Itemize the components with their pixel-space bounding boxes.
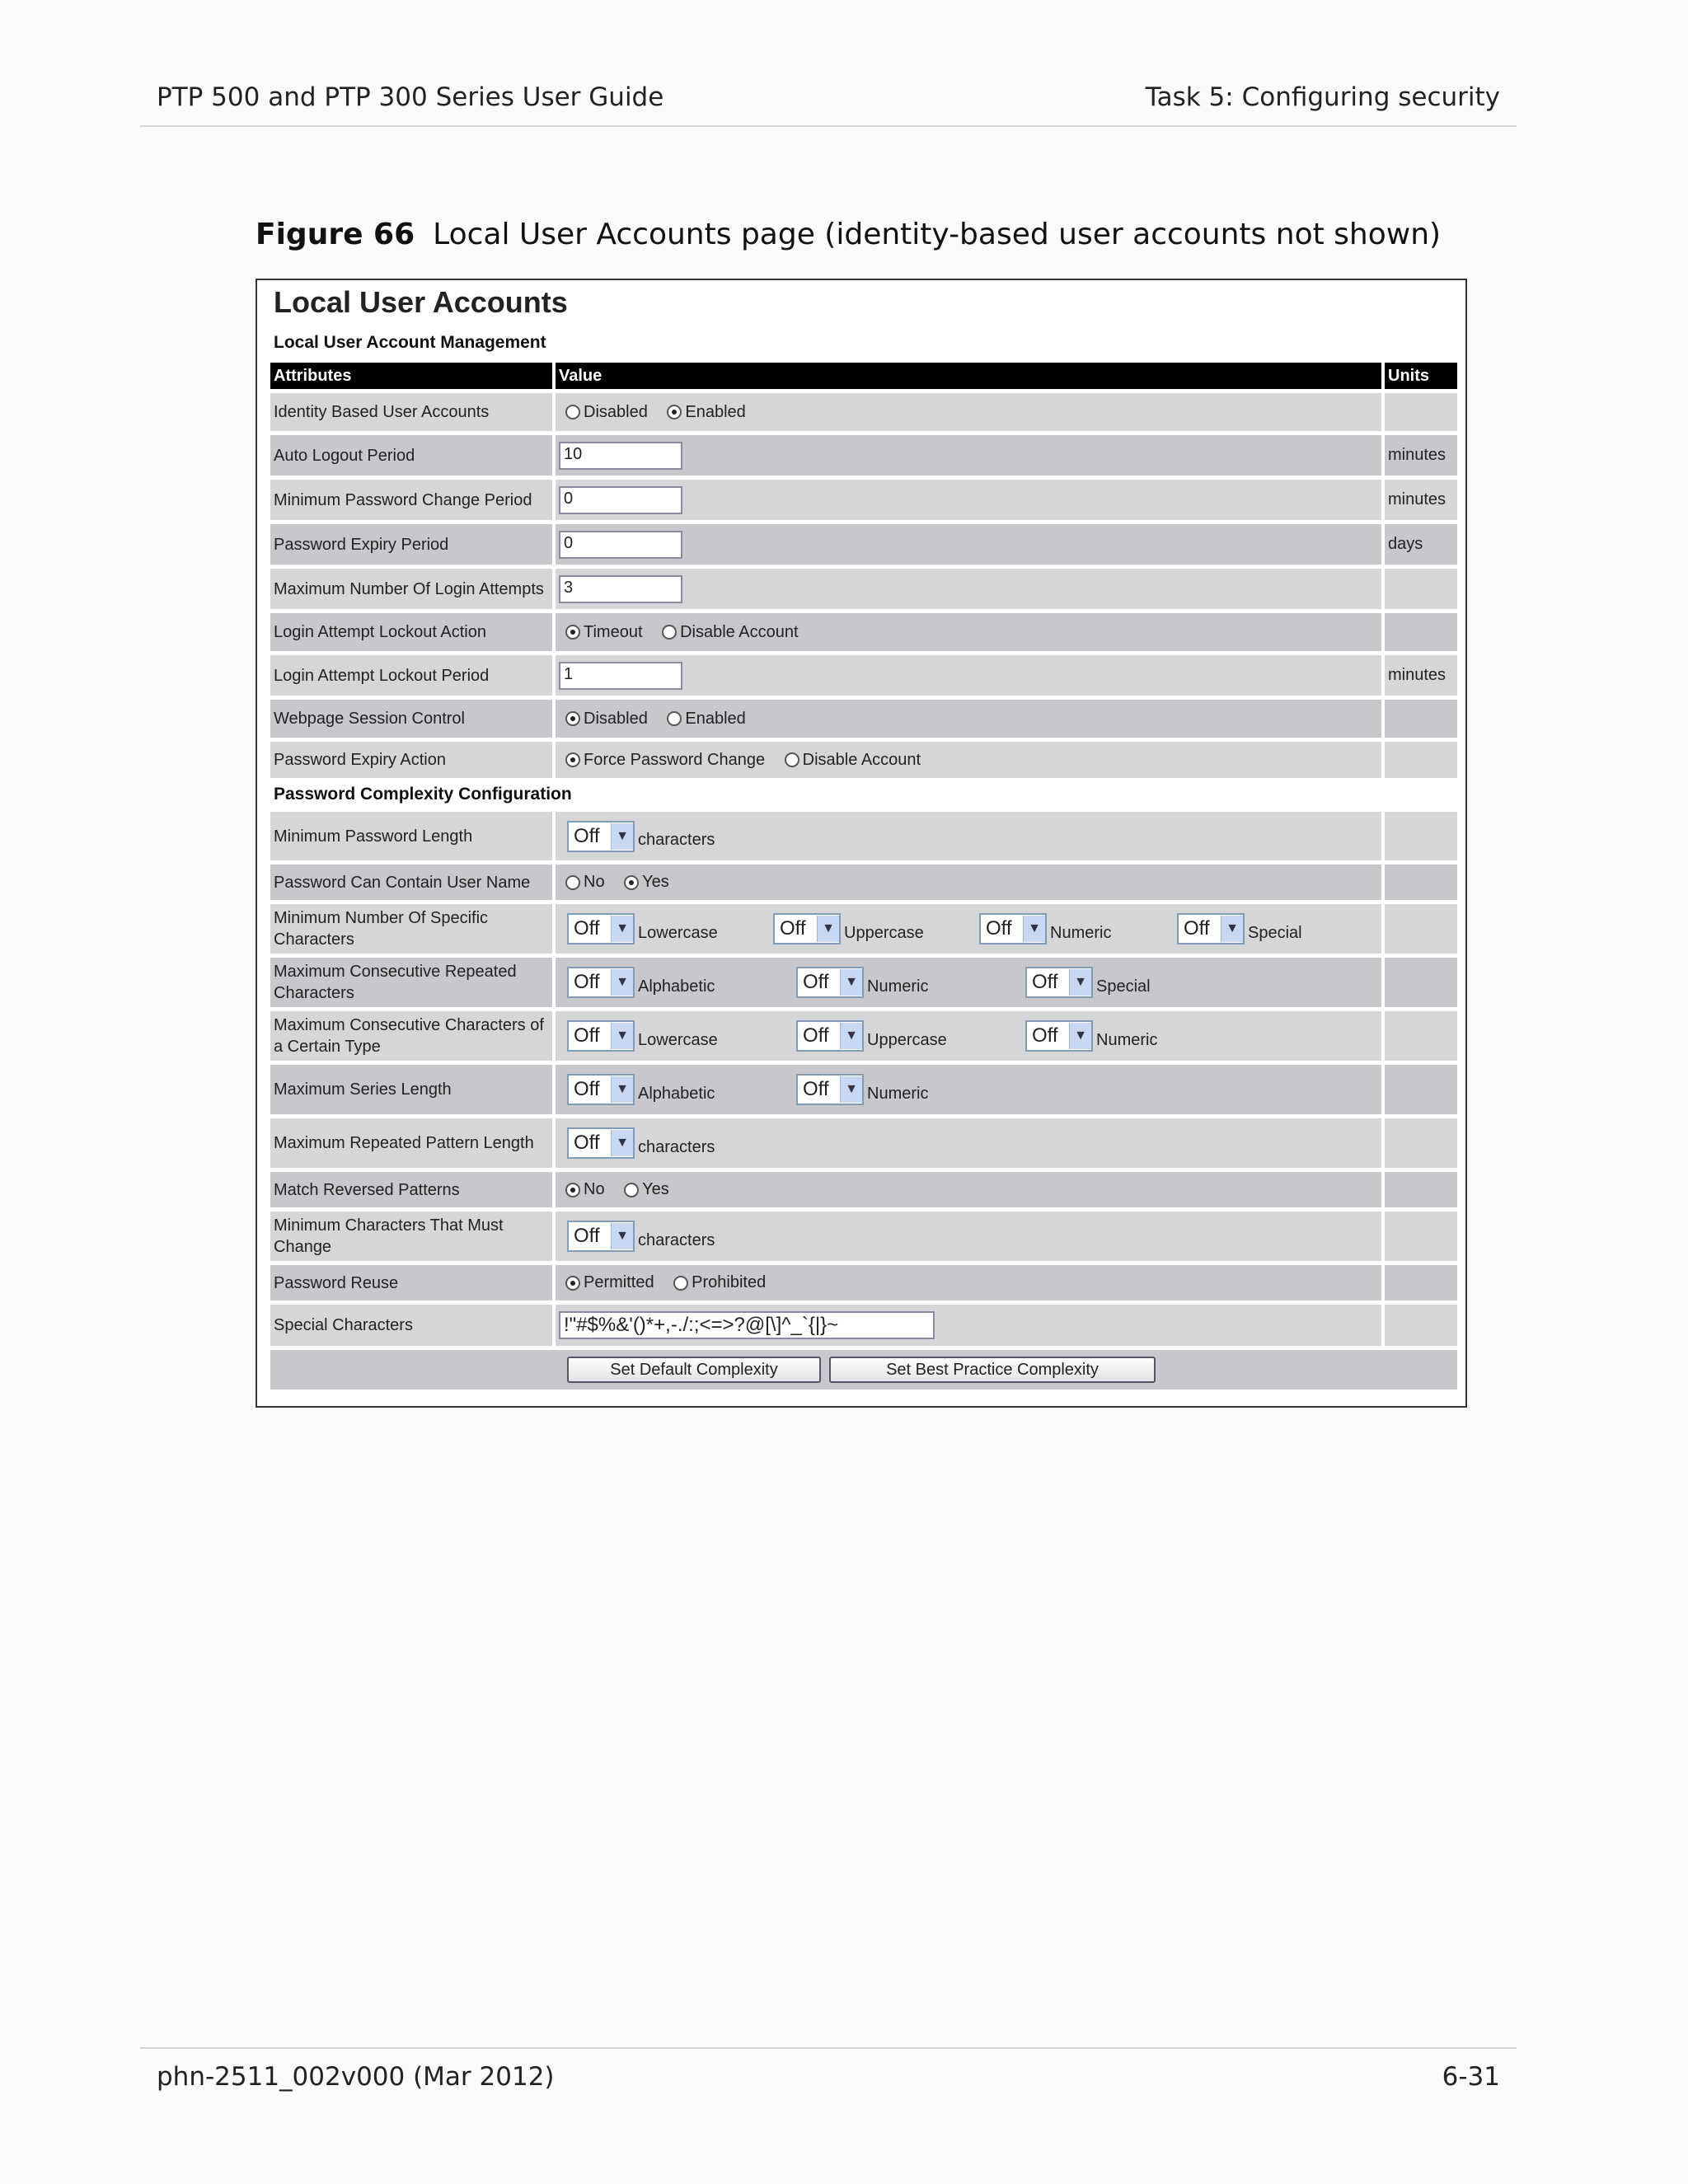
table-row: [270, 1305, 1457, 1346]
row-label: Identity Based User Accounts: [270, 393, 552, 431]
radio-disable-account[interactable]: [785, 752, 799, 767]
auto-logout-input[interactable]: 10: [559, 442, 682, 470]
table-row: [270, 655, 1457, 696]
row-label: Maximum Series Length: [270, 1065, 552, 1114]
radio-yes[interactable]: [624, 1183, 639, 1197]
document-title: PTP 500 and PTP 300 Series User Guide: [157, 82, 664, 112]
row-label: Minimum Password Length: [270, 812, 552, 860]
radio-label: Yes: [642, 873, 669, 892]
radio-permitted[interactable]: [565, 1276, 580, 1291]
row-label: Minimum Characters That Must Change: [270, 1212, 552, 1261]
select-suffix: Alphabetic: [638, 977, 715, 996]
row-label: Webpage Session Control: [270, 700, 552, 738]
chevron-down-icon: ▼: [1069, 1023, 1091, 1049]
table-row: [270, 1212, 1457, 1261]
chevron-down-icon: ▼: [840, 1076, 862, 1103]
select-suffix: Numeric: [1096, 1030, 1158, 1049]
unit-cell: [1381, 393, 1457, 431]
row-label: Password Expiry Period: [270, 524, 552, 565]
radio-prohibited[interactable]: [673, 1276, 688, 1291]
complexity-table: [270, 808, 1457, 1394]
unit-cell: [1381, 569, 1457, 609]
unit-label: minutes: [1381, 435, 1457, 476]
table-row: [270, 569, 1457, 609]
select-suffix: Alphabetic: [638, 1084, 715, 1103]
repeated-alphabetic-select[interactable]: Off ▼: [567, 967, 635, 998]
row-label: Maximum Number Of Login Attempts: [270, 569, 552, 609]
radio-disabled[interactable]: [565, 711, 580, 726]
table-row: [270, 435, 1457, 476]
table-row: [270, 1065, 1457, 1114]
chevron-down-icon: ▼: [1069, 969, 1091, 996]
header-attributes: Attributes: [270, 363, 552, 389]
set-default-complexity-button[interactable]: Set Default Complexity: [567, 1357, 821, 1383]
select-suffix: characters: [638, 1137, 715, 1156]
radio-disable-account[interactable]: [662, 625, 677, 640]
complexity-section-title: Password Complexity Configuration: [274, 785, 572, 804]
select-suffix: Special: [1248, 923, 1302, 942]
series-alphabetic-select[interactable]: Off ▼: [567, 1074, 635, 1105]
row-label: Special Characters: [270, 1305, 552, 1346]
unit-cell: [1381, 958, 1457, 1007]
unit-label: minutes: [1381, 655, 1457, 696]
certain-uppercase-select[interactable]: Off ▼: [796, 1020, 864, 1052]
chevron-down-icon: ▼: [611, 1023, 633, 1049]
radio-no[interactable]: [565, 875, 580, 890]
row-label: Match Reversed Patterns: [270, 1172, 552, 1207]
row-label: Password Expiry Action: [270, 742, 552, 778]
expiry-action-radio-group: [552, 742, 1381, 778]
row-label: Auto Logout Period: [270, 435, 552, 476]
lockout-period-input[interactable]: 1: [559, 662, 682, 690]
lockout-action-radio-group: [552, 613, 1381, 651]
table-row: [270, 865, 1457, 900]
set-best-practice-complexity-button[interactable]: Set Best Practice Complexity: [829, 1357, 1156, 1383]
unit-cell: [1381, 812, 1457, 860]
row-label: Maximum Consecutive Characters of a Certain Type: [270, 1011, 552, 1061]
password-expiry-input[interactable]: 0: [559, 531, 682, 559]
select-suffix: Special: [1096, 977, 1151, 996]
select-suffix: characters: [638, 1230, 715, 1249]
radio-force-password-change[interactable]: [565, 752, 580, 767]
page-footer: [140, 2047, 1517, 2105]
account-settings-table: [270, 359, 1457, 782]
radio-label: Disable Account: [680, 622, 799, 641]
unit-label: days: [1381, 524, 1457, 565]
chevron-down-icon: ▼: [840, 1023, 862, 1049]
unit-cell: [1381, 613, 1457, 651]
select-suffix: Uppercase: [867, 1030, 947, 1049]
table-row: [270, 524, 1457, 565]
unit-cell: [1381, 1065, 1457, 1114]
table-row: [270, 1172, 1457, 1207]
pattern-length-select[interactable]: Off ▼: [567, 1127, 635, 1159]
min-password-change-input[interactable]: 0: [559, 486, 682, 514]
document-id: phn-2511_002v000 (Mar 2012): [157, 2062, 555, 2092]
radio-disabled[interactable]: [565, 405, 580, 419]
header-value: Value: [552, 363, 1381, 389]
radio-label: Permitted: [584, 1273, 654, 1292]
row-label: Password Can Contain User Name: [270, 865, 552, 900]
row-label: Password Reuse: [270, 1265, 552, 1301]
chevron-down-icon: ▼: [611, 916, 633, 942]
unit-cell: [1381, 700, 1457, 738]
table-row: [270, 1118, 1457, 1168]
select-suffix: Numeric: [867, 1084, 929, 1103]
table-row: [270, 700, 1457, 738]
chevron-down-icon: ▼: [1221, 916, 1243, 942]
chevron-down-icon: ▼: [611, 1130, 633, 1156]
contain-username-radio-group: [552, 865, 1381, 900]
chevron-down-icon: ▼: [611, 969, 633, 996]
radio-label: Prohibited: [692, 1273, 767, 1292]
figure-text: Local User Accounts page (identity-based user accounts not shown): [433, 218, 1442, 251]
select-suffix: Uppercase: [844, 923, 924, 942]
radio-enabled[interactable]: [667, 711, 682, 726]
radio-label: No: [584, 1180, 605, 1199]
screenshot-frame: [256, 279, 1467, 1408]
unit-cell: [1381, 865, 1457, 900]
table-row: [270, 742, 1457, 778]
certain-numeric-select[interactable]: Off ▼: [1025, 1020, 1093, 1052]
chevron-down-icon: ▼: [1023, 916, 1045, 942]
page-title: Local User Accounts: [274, 285, 568, 319]
min-uppercase-select[interactable]: Off ▼: [773, 913, 841, 944]
table-row: [270, 812, 1457, 860]
row-label: Maximum Repeated Pattern Length: [270, 1118, 552, 1168]
radio-yes[interactable]: [624, 875, 639, 890]
radio-no[interactable]: [565, 1183, 580, 1197]
chevron-down-icon: ▼: [611, 1076, 633, 1103]
radio-label: Enabled: [685, 709, 746, 728]
radio-label: No: [584, 873, 605, 892]
min-lowercase-select[interactable]: Off ▼: [567, 913, 635, 944]
chapter-title: Task 5: Configuring security: [1145, 82, 1500, 112]
max-login-attempts-input[interactable]: 3: [559, 575, 682, 603]
header-units: Units: [1381, 363, 1457, 389]
special-characters-input[interactable]: !"#$%&'()*+,-./:;<=>?@[\]^_`{|}~: [559, 1311, 935, 1339]
unit-cell: [1381, 1265, 1457, 1301]
min-numeric-select[interactable]: Off ▼: [979, 913, 1047, 944]
certain-lowercase-select[interactable]: Off ▼: [567, 1020, 635, 1052]
table-row: [270, 904, 1457, 954]
unit-cell: [1381, 1011, 1457, 1061]
page-header: [140, 69, 1517, 127]
radio-label: Disable Account: [802, 750, 921, 769]
min-length-select[interactable]: Off ▼: [567, 821, 635, 852]
select-suffix: Lowercase: [638, 923, 718, 942]
radio-label: Timeout: [584, 622, 643, 641]
password-reuse-radio-group: [552, 1265, 1381, 1301]
radio-label: Enabled: [685, 402, 746, 421]
table-row: [270, 480, 1457, 520]
reversed-patterns-radio-group: [552, 1172, 1381, 1207]
identity-accounts-radio-group: [552, 393, 1381, 431]
table-row: [270, 613, 1457, 651]
repeated-special-select[interactable]: Off ▼: [1025, 967, 1093, 998]
radio-label: Force Password Change: [584, 750, 766, 769]
unit-label: minutes: [1381, 480, 1457, 520]
row-label: Maximum Consecutive Repeated Characters: [270, 958, 552, 1007]
chevron-down-icon: ▼: [840, 969, 862, 996]
radio-enabled[interactable]: [667, 405, 682, 419]
row-label: Login Attempt Lockout Period: [270, 655, 552, 696]
series-numeric-select[interactable]: Off ▼: [796, 1074, 864, 1105]
select-suffix: Numeric: [867, 977, 929, 996]
row-label: Minimum Password Change Period: [270, 480, 552, 520]
repeated-numeric-select[interactable]: Off ▼: [796, 967, 864, 998]
management-section-title: Local User Account Management: [274, 333, 546, 352]
radio-label: Disabled: [584, 402, 648, 421]
figure-label: Figure 66: [256, 218, 415, 251]
min-special-select[interactable]: Off ▼: [1177, 913, 1245, 944]
select-suffix: Numeric: [1050, 923, 1112, 942]
radio-label: Yes: [642, 1180, 669, 1199]
table-row: [270, 958, 1457, 1007]
radio-label: Disabled: [584, 709, 648, 728]
table-row: [270, 393, 1457, 431]
button-row: [270, 1350, 1457, 1390]
table-row: [270, 1265, 1457, 1301]
select-suffix: Lowercase: [638, 1030, 718, 1049]
unit-cell: [1381, 1212, 1457, 1261]
table-row: [270, 1011, 1457, 1061]
table-header: [270, 363, 1457, 389]
page-number: 6-31: [1442, 2062, 1500, 2092]
unit-cell: [1381, 742, 1457, 778]
select-suffix: characters: [638, 831, 715, 849]
unit-cell: [1381, 1118, 1457, 1168]
unit-cell: [1381, 904, 1457, 954]
chevron-down-icon: ▼: [611, 823, 633, 850]
radio-timeout[interactable]: [565, 625, 580, 640]
chevron-down-icon: ▼: [611, 1223, 633, 1249]
min-change-select[interactable]: Off ▼: [567, 1221, 635, 1252]
unit-cell: [1381, 1305, 1457, 1346]
chevron-down-icon: ▼: [817, 916, 839, 942]
row-label: Minimum Number Of Specific Characters: [270, 904, 552, 954]
unit-cell: [1381, 1172, 1457, 1207]
session-control-radio-group: [552, 700, 1381, 738]
row-label: Login Attempt Lockout Action: [270, 613, 552, 651]
figure-caption: [256, 218, 1441, 251]
